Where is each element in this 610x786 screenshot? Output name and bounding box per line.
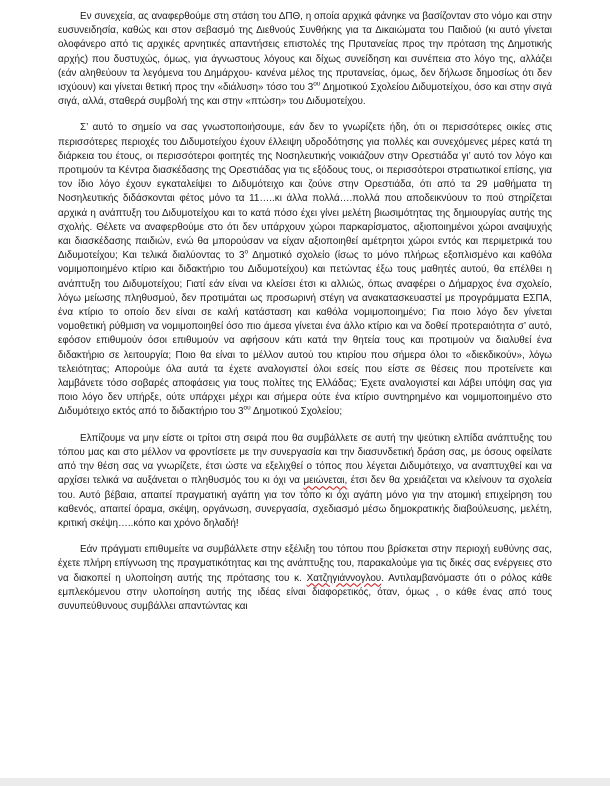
paragraph-text: Σ’ αυτό το σημείο να σας γνωστοποιήσουμε, εάν δεν το γνωρίζετε ήδη, ότι οι περισσότερες οικίες στις περισσότερες περιοχές του Διδυμοτείχου έχουν έλλειψη υδροδότησης για πολλές και συνεχόμενες μέρες κατά τη διάρκεια του έτους, οι περισσότεροι φοιτητές της Νοσηλευτικής νοικιάζουν στην Ορεστιάδα γι’ αυτό τον λόγο και προτιμούν τα Κέντρα διασκέδασης της Ορεστιάδας για τις εξόδους τους, οι περισσότεροι στρατιωτικοί επίσης, για τον ίδιο λόγο έχουν εγκαταλείψει το Διδυμότειχο και ζούνε στην Ορεστιάδα, ότι από τα 29 μαθήματα τη Νοσηλευτικής διδάσκονται φέτος μόνο τα 11…..κι άλλα πολλά….πολλά που αποδεικνύουν το πού στηρίζεται αρχικά η ανάπτυξη του Διδυμοτείχου και το κατά πόσο έχει γίνει μελέτη βιωσιμότητας της δημιουργίας αυτής της σχολής. Θέλετε να αναφερθούμε στο ότι δεν υπάρχουν χώροι παρκαρίσματος, αξιοποιημένοι χώροι αναψυχής και διασκέδασης παιδιών, ενώ θα μπορούσαν να είχαν αξιοποιηθεί αμέτρητοι χώροι εντός και περιμετρικά του Διδυμοτείχου; Και τελικά διαλύοντας το 3	[58, 122, 552, 262]
spellcheck-flagged-word: Χατζηγιάννογλου	[306, 572, 382, 584]
paragraph-text: Δημοτικού Σχολείου Διδυμοτείχου, όσο και στην σιγά σιγά, αλλά, σταθερά συμβολή της και στην «πτώση» του Διδυμοτείχου.	[58, 82, 552, 108]
spellcheck-flagged-word: μειώνεται,	[303, 475, 348, 487]
paragraph-text: έτσι δεν θα χρειάζεται να κλείνουν τα σχολεία του. Αυτό βέβαια, απαιτεί πραγματική αγάπη για τον τόπο κι όχι αγάπη μόνο για την ατομική επιχείρηση του καθενός, απαιτεί όραμα, σκέψη, οργάνωση, συνεργασία, σχεδιασμό μέσω δημοκρατικής διαβούλευσης, μελέτη, κριτική σκέψη…..κόπο και χρόνο δηλαδή!	[58, 475, 552, 529]
ordinal-superscript: ο	[244, 248, 249, 256]
page-bottom-edge	[0, 778, 610, 786]
paragraph-text: Εάν πράγματι επιθυμείτε να συμβάλλετε στην εξέλιξη του τόπου που βρίσκεται στην περιοχή ευθύνης σας, έχετε πλήρη επίγνωση της πραγματικότητας και της ανάπτυξης του, παρακαλούμε για τις δικές σας ενέργειες στο να διακοπεί η υλοποίηση αυτής της πρότασης του κ.	[58, 544, 552, 584]
paragraph-text: Εν συνεχεία, ας αναφερθούμε στη στάση του ΔΠΘ, η οποία αρχικά φάνηκε να βασίζονταν στο νόμο και στην ευσυνειδησία, καθώς και στον σεβασμό της Διεθνούς Συνθήκης για τα Δικαιώματα του Παιδιού (κι αυτό γίνεται ολοφάνερο από τις αρχικές αρνητικές απαντήσεις επιστολές της Πρυτανείας προς την πρόταση της Δημοτικής αρχής) που δυστυχώς, όμως, για άγνωστους λόγους και δίχως συνείδηση και συνέπεια στο λόγο της, αλλάζει (εάν αληθεύουν τα λεγόμενα του Δημάρχου- κανένα μέλος της πρυτανείας, όμως, δεν δήλωσε δημοσίως ότι δεν ισχύουν) και γίνεται θετική προς την «διάλυση» τόσο του 3	[58, 11, 552, 94]
paragraph-text: Ελπίζουμε να μην είστε οι τρίτοι στη σειρά που θα συμβάλλετε σε αυτή την ψεύτικη ελπίδα ανάπτυξης του τόπου μας και στο μέλλον να φροντίσετε με την συνεργασία και την διασυνδετική δράση σας, με όσους οφείλατε από την θέση σας να γνωρίζετε, έτσι ώστε να εξελιχθεί ο τόπος που λέγεται Διδυμότειχο, να αναπτυχθεί και να αρχίσει τελικά να αυξάνεται ο πληθυσμός του κι όχι να	[58, 432, 552, 487]
paragraph-text: . Αντιλαμβανόμαστε ότι ο ρόλος κάθε εμπλεκόμενου στην υλοποίηση αυτής της ιδέας είναι διαφορετικός, όταν, όμως , ο κάθε ένας από τους συνυπεύθυνους συμβάλλει απαντώντας και	[58, 572, 552, 612]
paragraph-text: Δημοτικό σχολείο (ίσως το μόνο πλήρως εξοπλισμένο και καθόλα νομιμοποιημένο κτίριο και διδακτήριο του Διδυμοτείχου) και πετώντας έξω τους μαθητές αυτού, θα επέλθει η ανάπτυξη του Διδυμοτείχου; Γιατί εάν είναι να κλείσει έτσι κι αλλιώς, όπως αναφέρει ο Δήμαρχος ένα σχολείο, λόγω μείωσης πληθυσμού, δεν προτιμάται ως προσωρινή στέγη να ανακατασκευαστεί με προγράμματα ΕΣΠΑ, ένα κτίριο το οποίο δεν είναι σε καλή κατάσταση και καθόλα νομιμοποιημένο; Για ποιο λόγο δεν γίνεται νομοθετική ρύθμιση να νομιμοποιηθεί όσο πιο άμεσα γίνεται ένα άλλο κτίριο και να δοθεί προτεραιότητα σ’ αυτό, εφόσον επιθυμούν όσοι επιθυμούν να αφήσουν κάτι κατά την θητεία τους και προτιμούν να διαλυθεί ένα διδακτήριο σε λειτουργία; Ποιο θα είναι το μέλλον αυτού του κτιρίου που σήμερα όλοι το «διεκδικούν», λόγω τελειότητας; Απορούμε όλα αυτά τα έχετε αναλογιστεί όλοι εσείς που είστε σε θέσεις που προτείνετε και λαμβάνετε τόσο σοβαρές αποφάσεις για τους πολίτες της Ελλάδας; Έχετε αναλογιστεί και λάβει υπόψη σας για ποιο λόγο δεν υπήρξε, ούτε υπάρχει μέχρι και σήμερα ούτε ένα κτίριο συντηρημένο και νομιμοποιημένο στο Διδυμότειχο εκτός από το διδακτήριο του 3	[58, 250, 552, 418]
ordinal-superscript: ου	[313, 80, 321, 88]
paragraph-request	[58, 543, 552, 614]
paragraph-dpth-stance	[58, 10, 552, 109]
paragraph-local-problems	[58, 121, 552, 419]
paragraph-text: Δημοτικού Σχολείου;	[250, 406, 343, 418]
ordinal-superscript: ου	[243, 405, 251, 413]
paragraph-hope	[58, 432, 552, 531]
